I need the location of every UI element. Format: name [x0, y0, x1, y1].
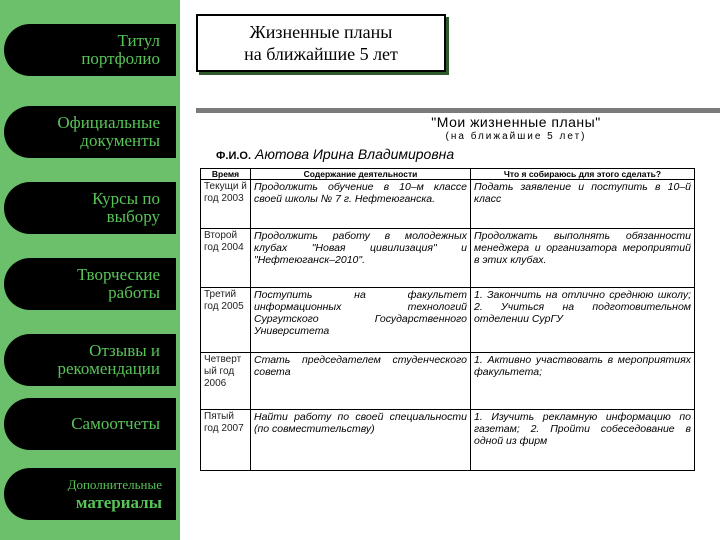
- time-cell: Четверт ый год 2006: [201, 353, 251, 410]
- nav-self-reports[interactable]: [4, 398, 176, 450]
- fio-label: Ф.И.О.: [216, 150, 252, 162]
- time-cell: Третий год 2005: [201, 288, 251, 353]
- document-subheading: (на ближайшие 5 лет): [445, 131, 587, 142]
- sidebar: [0, 0, 180, 540]
- nav-label: Курсы по: [92, 189, 160, 208]
- table-row: [201, 288, 695, 353]
- table-row: [201, 410, 695, 471]
- document-scan: [196, 108, 706, 528]
- nav-label: Отзывы и: [89, 341, 160, 360]
- plans-table: [200, 168, 695, 471]
- nav-label: документы: [80, 131, 160, 150]
- time-cell: Текущи й год 2003: [201, 180, 251, 229]
- content-cell: Поступить на факультет информационных технологий Сургутского Государственного Университета: [251, 288, 471, 353]
- nav-label: работы: [108, 283, 160, 302]
- nav-label: Творческие: [77, 265, 160, 284]
- content-cell: Найти работу по своей специальности (по совместительству): [251, 410, 471, 471]
- action-cell: Подать заявление и поступить в 10–й класс: [471, 180, 695, 229]
- column-header: Что я собираюсь для этого сделать?: [471, 169, 695, 180]
- page-title-line: Жизненные планы: [249, 22, 393, 42]
- nav-label: материалы: [75, 493, 162, 512]
- action-cell: 1. Активно участвовать в мероприятиях факультета;: [471, 353, 695, 410]
- nav-label: Титул: [117, 31, 160, 50]
- nav-label: портфолио: [81, 49, 160, 68]
- column-header: Содержание деятельности: [251, 169, 471, 180]
- action-cell: Продолжать выполнять обязанности менеджера и организатора мероприятий в этих клубах.: [471, 229, 695, 288]
- nav-creative-works[interactable]: [4, 258, 176, 310]
- content-cell: Продолжить работу в молодежных клубах "Новая цивилизация" и "Нефтеюганск–2010".: [251, 229, 471, 288]
- page-title: [196, 14, 446, 72]
- action-cell: 1. Закончить на отлично среднюю школу; 2. Учиться на подготовительном отделении СурГУ: [471, 288, 695, 353]
- document-header: [366, 114, 666, 142]
- document-heading: "Мои жизненные планы": [431, 114, 601, 130]
- action-cell: 1. Изучить рекламную информацию по газетам; 2. Пройти собеседование в одной из фирм: [471, 410, 695, 471]
- nav-title-portfolio[interactable]: [4, 24, 176, 76]
- content-cell: Продолжить обучение в 10–м классе своей школы № 7 г. Нефтеюганска.: [251, 180, 471, 229]
- nav-official-documents[interactable]: [4, 106, 176, 158]
- page-title-line: на ближайшие 5 лет: [244, 44, 398, 64]
- fio-line: [216, 146, 454, 162]
- nav-additional-materials[interactable]: [4, 468, 176, 520]
- nav-label: Официальные: [57, 113, 160, 132]
- time-cell: Пятый год 2007: [201, 410, 251, 471]
- nav-label: Самоотчеты: [71, 414, 160, 433]
- table-row: [201, 180, 695, 229]
- table-row: [201, 353, 695, 410]
- time-cell: Второй год 2004: [201, 229, 251, 288]
- nav-label: Дополнительные: [67, 477, 162, 492]
- nav-label: рекомендации: [57, 359, 160, 378]
- nav-label: выбору: [106, 207, 160, 226]
- column-header: Время: [201, 169, 251, 180]
- table-row: [201, 229, 695, 288]
- nav-elective-courses[interactable]: [4, 182, 176, 234]
- document-divider: [196, 108, 720, 113]
- nav-reviews[interactable]: [4, 334, 176, 386]
- fio-name: Аютова Ирина Владимировна: [255, 146, 455, 162]
- content-cell: Стать председателем студенческого совета: [251, 353, 471, 410]
